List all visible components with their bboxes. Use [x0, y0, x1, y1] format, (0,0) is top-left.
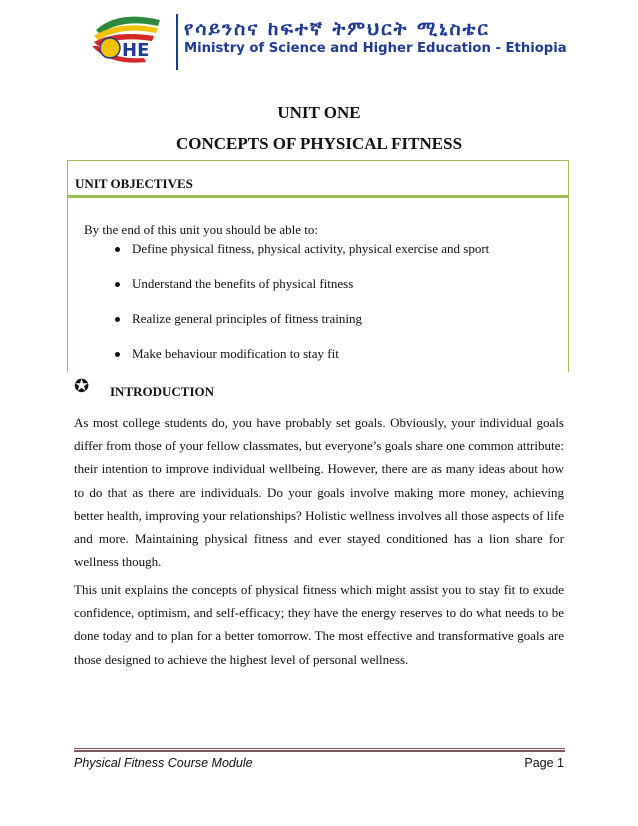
objectives-box	[67, 160, 569, 372]
ministry-name-amharic: የሳይንስና ከፍተኛ ትምህርት ሚኒስቴር	[184, 18, 490, 40]
header-divider	[176, 14, 178, 70]
objectives-list	[68, 241, 568, 384]
bullet-icon	[115, 247, 120, 252]
list-item	[68, 241, 568, 279]
bullet-icon	[115, 352, 120, 357]
introduction-heading: INTRODUCTION	[110, 384, 215, 399]
bullet-icon	[115, 282, 120, 287]
star-circle-icon: ✪	[74, 376, 90, 397]
objectives-intro: By the end of this unit you should be able to:	[84, 222, 318, 237]
ministry-logo	[88, 12, 170, 70]
objective-text: Understand the benefits of physical fitness	[132, 276, 354, 291]
list-item	[68, 276, 568, 314]
objective-text: Realize general principles of fitness training	[132, 311, 362, 326]
unit-subtitle: CONCEPTS OF PHYSICAL FITNESS	[175, 134, 463, 153]
ministry-name-english: Ministry of Science and Higher Education - Ethiopia	[184, 41, 567, 56]
objectives-header	[68, 161, 568, 198]
bullet-icon	[115, 317, 120, 322]
list-item	[68, 346, 568, 384]
objective-text: Make behaviour modification to stay fit	[132, 346, 339, 361]
ministry-header	[88, 8, 568, 70]
objectives-heading: UNIT OBJECTIVES	[75, 176, 193, 191]
unit-title: UNIT ONE	[277, 103, 361, 122]
introduction-paragraph: As most college students do, you have probably set goals. Obviously, your individual goals differ from those of your fellow classmates, but everyone’s goals share one common attribute: their intention to improve individual wellbeing. However, there are as many ideas about how to do that as there are individuals. Do your goals involve making more money, achieving better health, improving your relationships? Holistic wellness involves all those aspects of life and more. Maintaining physical fitness and ever stayed conditioned has a lion share for wellness though.	[74, 415, 564, 570]
footer-divider	[74, 748, 565, 752]
list-item	[68, 311, 568, 349]
svg-text:HE: HE	[122, 40, 150, 61]
objective-text: Define physical fitness, physical activity, physical exercise and sport	[132, 241, 490, 256]
footer-course-title: Physical Fitness Course Module	[74, 756, 253, 770]
page-number: Page 1	[524, 756, 564, 770]
introduction-paragraph: This unit explains the concepts of physical fitness which might assist you to stay fit to exude confidence, optimism, and self-efficacy; they have the energy reserves to do what needs to be done today and to plan for a better tomorrow. The most effective and transformative goals are those designed to achieve the highest level of personal wellness.	[74, 582, 564, 667]
